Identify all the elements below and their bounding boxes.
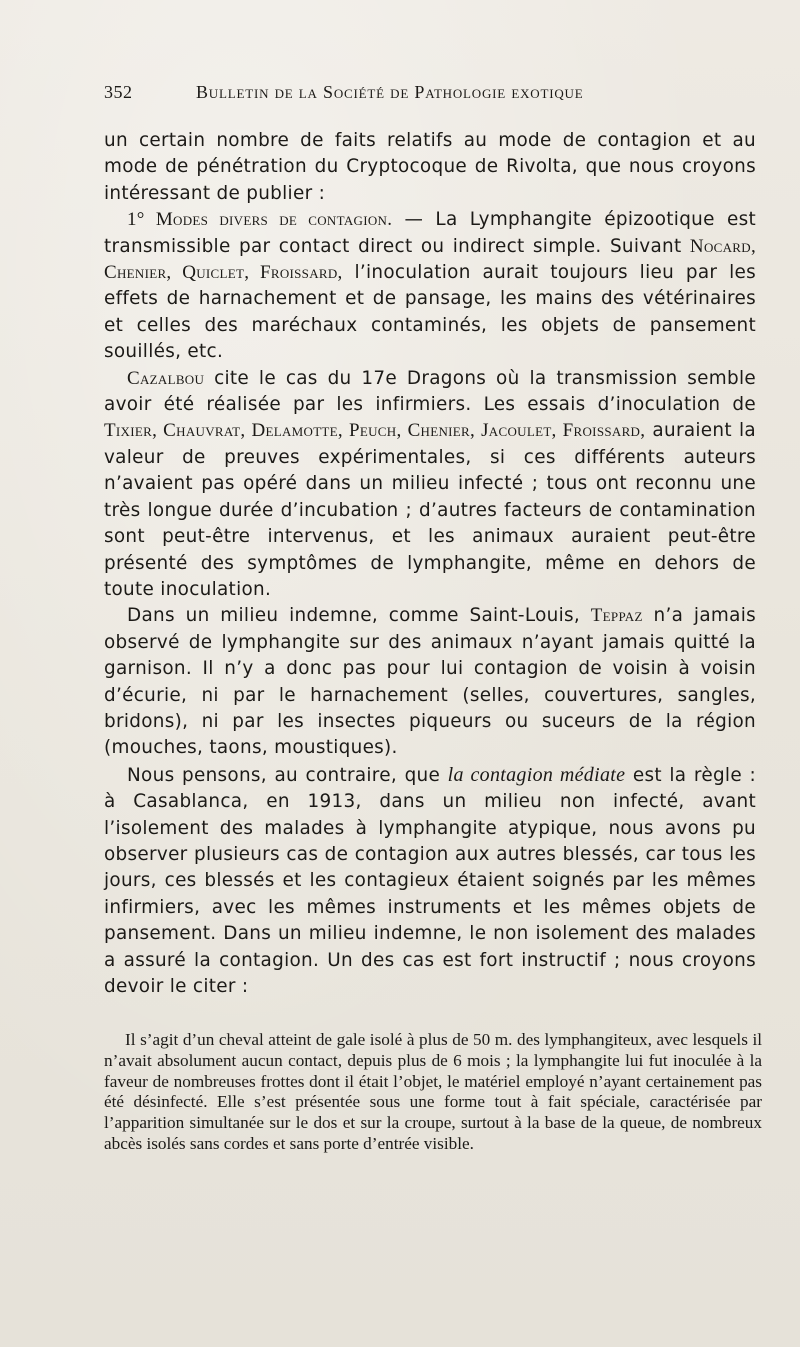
paragraph-5 (104, 762, 756, 1001)
paragraph-2-authors: Nocard, Chenier, Quiclet, Froissard, (104, 235, 756, 284)
case-note-text: Il s’agit d’un cheval atteint de gale isolé à plus de 50 m. des lymphangiteux, avec lesquels il n’avait absolument aucun contact, depuis plus de 6 mois ; la lymphangite lui fut inoculée à la faveur de nombreuses frottes dont il était l’objet, le matériel employé n’ayant certainement pas été désinfecté. Elle s’est présentée sous une forme tout à fait spéciale, caractérisée par l’apparition simultanée sur le dos et sur la croupe, surtout à la base de la queue, de nombreux abcès isolés sans cordes et sans porte d’entrée visible. (104, 1030, 762, 1153)
section-heading: 1° Modes divers de contagion. (127, 209, 393, 231)
paragraph-2-text: — La Lymphangite épizootique est transmissible par contact direct ou indirect simple. Suivant (104, 209, 756, 257)
main-text (104, 128, 756, 1000)
paragraph-4-author: Teppaz (590, 605, 643, 627)
paragraph-3-text-1: cite le cas du 17e Dragons où la transmission semble avoir été réalisée par les infirmiers. Les essais d’inoculation de (104, 367, 756, 416)
paragraph-1-text: un certain nombre de faits relatifs au mode de contagion et au mode de pénétration du Cryptocoque de Rivolta, que nous croyons intéressant de publier : (104, 130, 756, 204)
paragraph-3-text-2: auraient la valeur de preuves expérimentales, si ces différents auteurs n’avaient pas opéré dans un milieu infecté ; tous ont reconnu une très longue durée d’incubation ; d’autres facteurs de contamination sont peut-être intervenus, et les animaux auraient peut-être présenté des symptômes de lymphangite, même en dehors de toute inoculation. (104, 420, 757, 600)
paragraph-4-text-2: n’a jamais observé de lymphangite sur des animaux n’ayant jamais quitté la garnison. Il n’y a donc pas pour lui contagion de voisin à voisin d’écurie, ni par le harnachement (selles, couvertures, sangles, bridons), ni par les insectes piqueurs ou suceurs de la région (mouches, taons, moustiques). (104, 605, 756, 759)
paragraph-5-text-2: est la règle : à Casablanca, en 1913, dans un milieu non infecté, avant l’isolement des malades à lymphangite atypique, nous avons pu observer plusieurs cas de contagion aux autres blessés, car tous les jours, ces blessés et les contagieux étaient soignés par les mêmes infirmiers, avec les mêmes instruments et les mêmes objets de pansement. Dans un milieu indemne, le non isolement des malades a assuré la contagion. Un des cas est fort instructif ; nous croyons devoir le citer : (104, 764, 756, 997)
page-number: 352 (104, 82, 133, 102)
paragraph-3-authors: Tixier, Chauvrat, Delamotte, Peuch, Chenier, Jacoulet, Froissard, (104, 420, 646, 442)
paragraph-2-rest: l’inoculation aurait toujours lieu par les effets de harnachement et de pansage, les mains des vétérinaires et celles des maréchaux contaminés, les objets de pansement souillés, etc. (104, 262, 757, 363)
paragraph-5-italic: la contagion médiate (447, 763, 626, 786)
case-note (104, 1030, 762, 1155)
running-header (104, 82, 704, 112)
paragraph-5-text-1: Nous pensons, au contraire, que (127, 764, 448, 786)
paragraph-4 (104, 603, 756, 761)
paragraph-3 (104, 366, 756, 604)
paragraph-3-author: Cazalbou (127, 367, 205, 389)
paragraph-1 (104, 128, 756, 207)
paragraph-4-text-1: Dans un milieu indemne, comme Saint-Louis, (127, 605, 591, 627)
running-title: Bulletin de la Société de Pathologie exotique (196, 82, 584, 102)
paragraph-2 (104, 207, 756, 365)
